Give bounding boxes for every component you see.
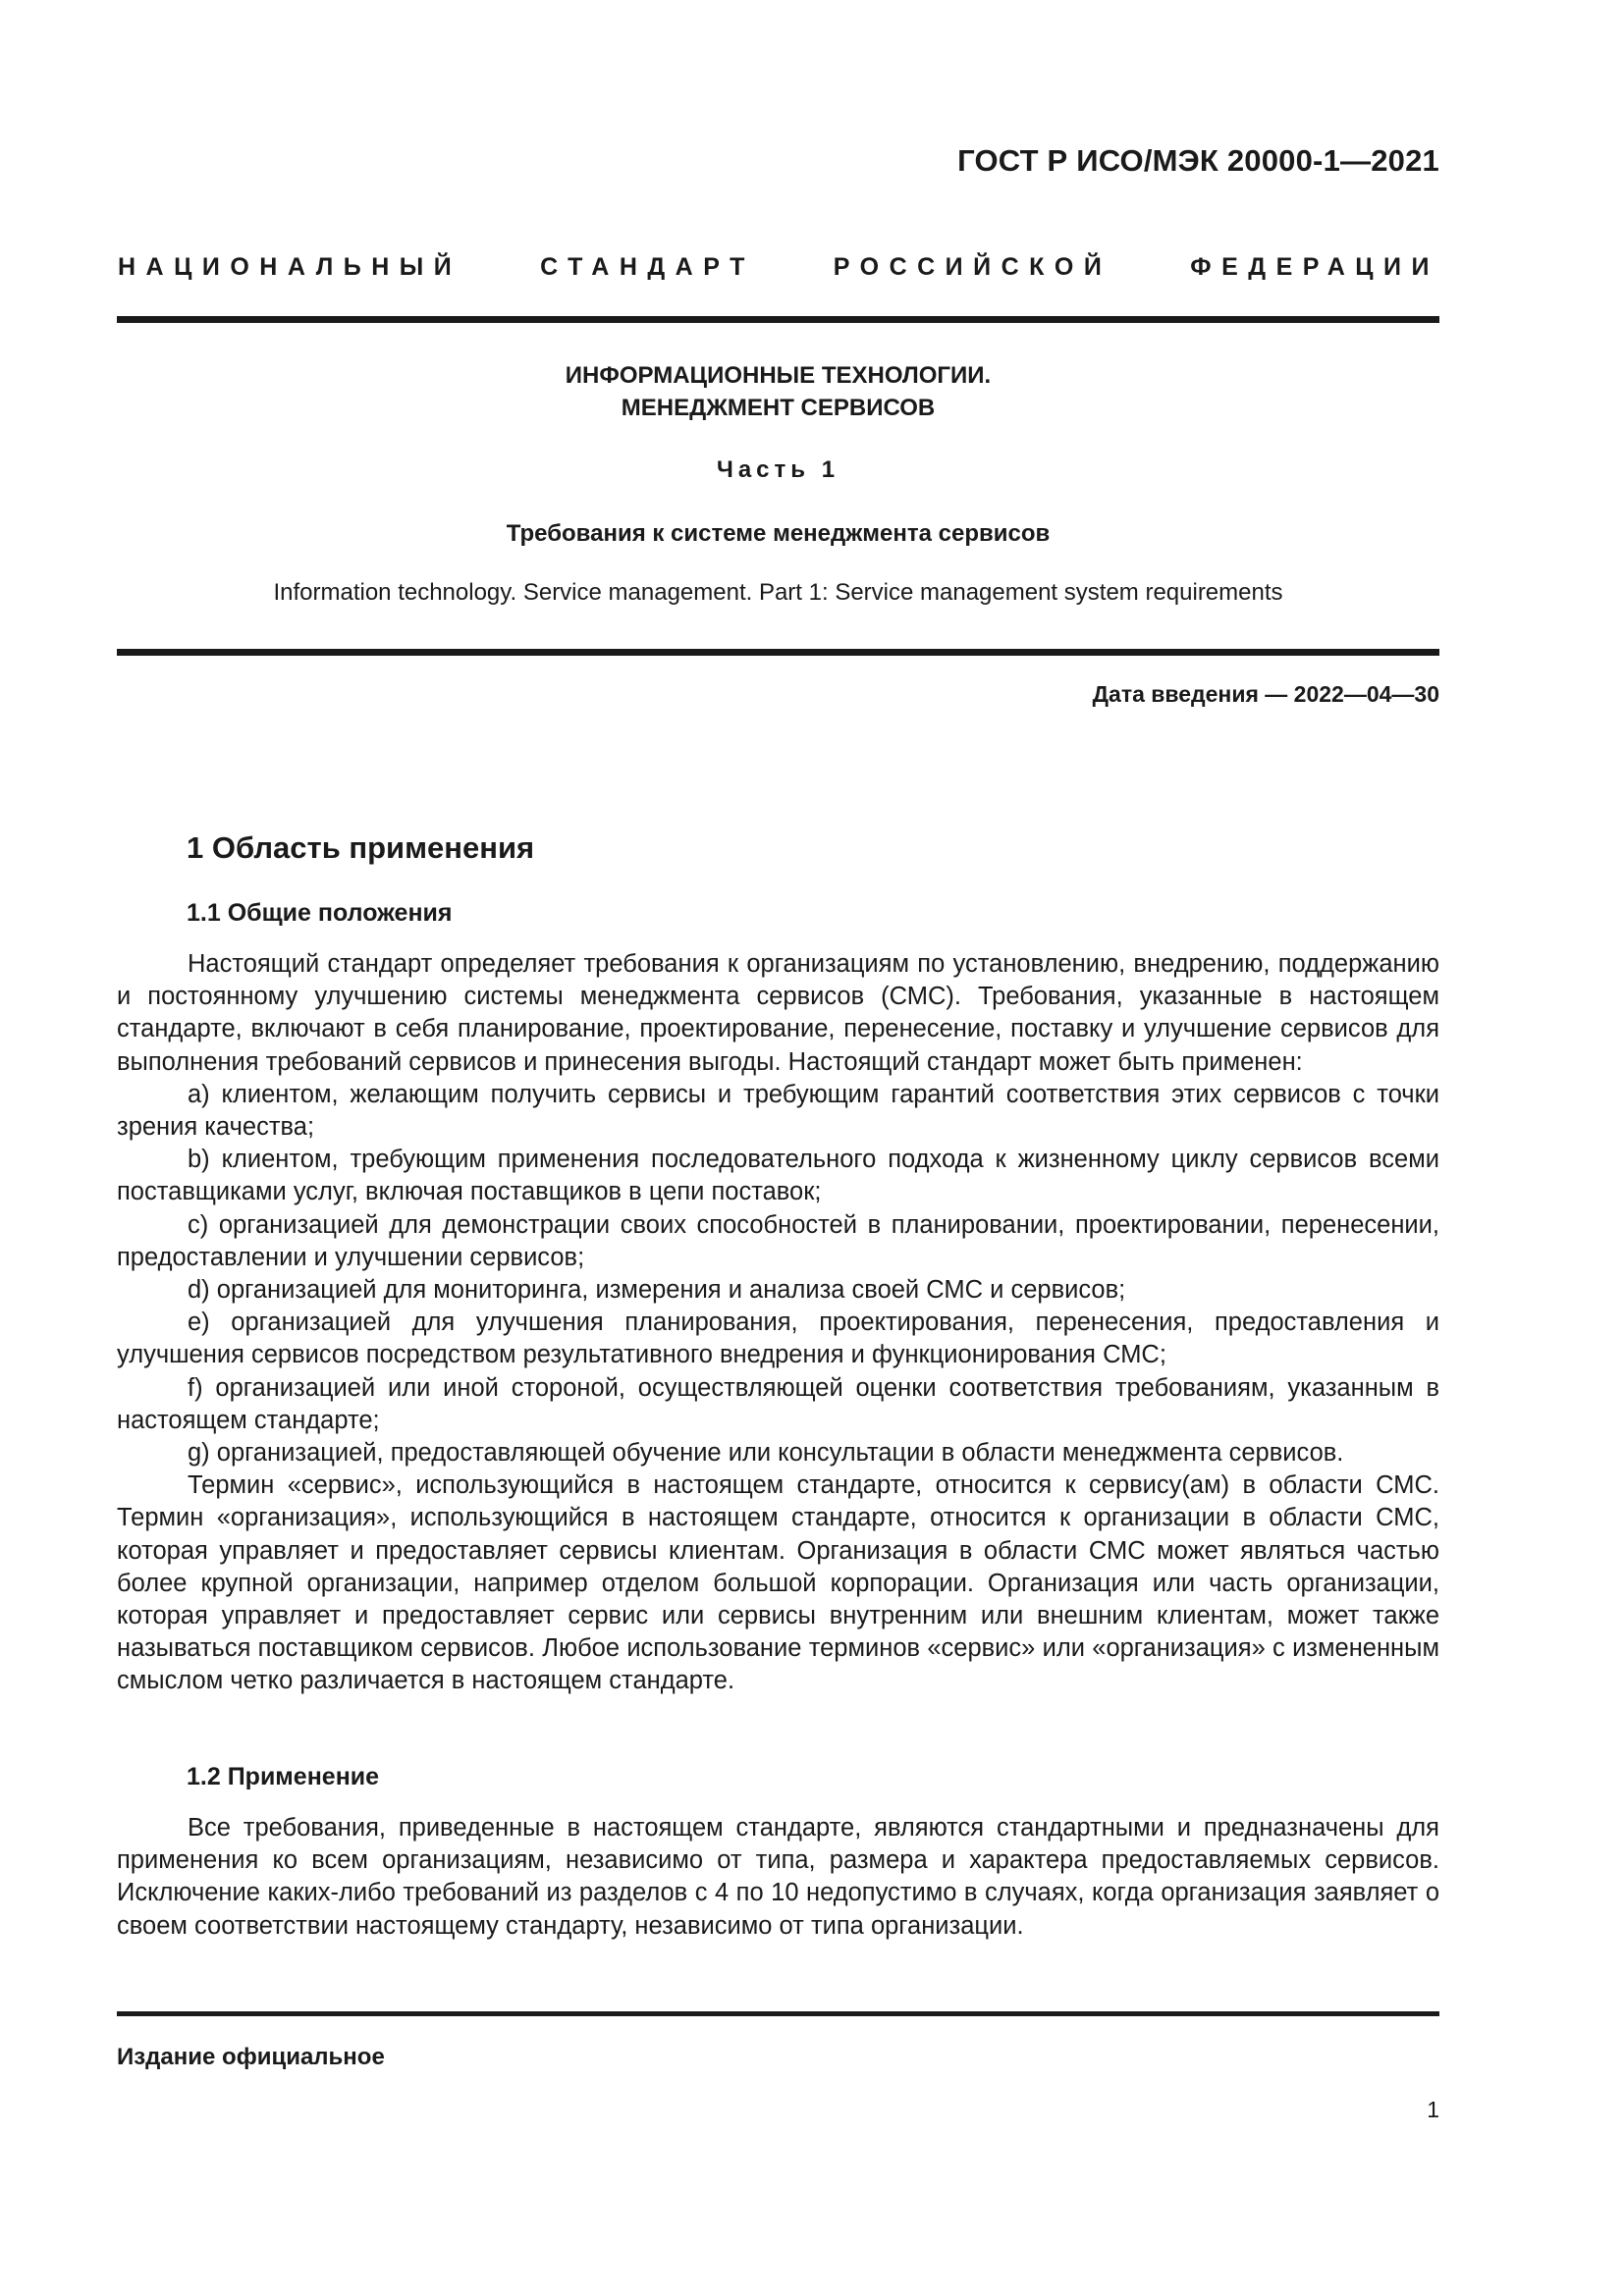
title-divider [117,649,1439,656]
section-1-heading: 1 Область применения [187,830,535,865]
list-item-e: e) организацией для улучшения планирования, проектирования, перенесения, предоставления и улучшения сервисов посредством результативного внедрения и функционирования СМС; [117,1308,1439,1369]
section-1-2-body [117,1812,1439,1943]
list-item-a: a) клиентом, желающим получить сервисы и требующим гарантий соответствия этих сервисов с точки зрения качества; [117,1080,1439,1142]
title-line-1: ИНФОРМАЦИОННЫЕ ТЕХНОЛОГИИ. [565,362,992,389]
section-1-1-body [117,948,1439,1698]
footer-divider [117,2011,1439,2016]
list-item-c: c) организацией для демонстрации своих способностей в планировании, проектировании, перенесении, предоставлении и улучшении сервисов; [117,1210,1439,1271]
national-standard-banner: НАЦИОНАЛЬНЫЙ СТАНДАРТ РОССИЙСКОЙ ФЕДЕРАЦИИ [118,253,1439,281]
standard-designation: ГОСТ Р ИСО/МЭК 20000-1—2021 [957,143,1439,178]
paragraph: Настоящий стандарт определяет требования к организациям по установлению, внедрению, поддержанию и постоянному улучшению системы менеджмента сервисов (СМС). Требования, указанные в настоящем стандарте, включают в себя планирование, проектирование, перенесение, поставку и улучшение сервисов для выполнения требований сервисов и принесения выгоды. Настоящий стандарт может быть применен: [117,950,1439,1076]
list-item-b: b) клиентом, требующим применения последовательного подхода к жизненному циклу сервисов всеми поставщиками услуг, включая поставщиков в цепи поставок; [117,1146,1439,1206]
paragraph: Все требования, приведенные в настоящем стандарте, являются стандартными и предназначены для применения ко всем организациям, независимо от типа, размера и характера предоставляемых сервисов. Исключение каких-либо требований из разделов с 4 по 10 недопустимо в случаях, когда организация заявляет о своем соответствии настоящему стандарту, независимо от типа организации. [117,1814,1439,1940]
english-title: Information technology. Service management. Part 1: Service management system requirements [273,579,1283,606]
list-item-f: f) организацией или иной стороной, осуществляющей оценки соответствия требованиям, указанным в настоящем стандарте; [117,1373,1439,1434]
paragraph: Термин «сервис», использующийся в настоящем стандарте, относится к сервису(ам) в области СМС. Термин «организация», использующийся в настоящем стандарте, относится к организации в области СМС, которая управляет и предоставляет сервисы клиентам. Организация в области СМС может являться частью более крупной организации, например отделом большой корпорации. Организация или часть организации, которая управляет и предоставляет сервис или сервисы внутренним или внешним клиентам, может также называться поставщиком сервисов. Любое использование терминов «сервис» или «организация» с измененным смыслом четко различается в настоящем стандарте. [117,1471,1439,1695]
section-1-2-heading: 1.2 Применение [187,1763,380,1790]
section-1-1-heading: 1.1 Общие положения [187,899,453,927]
document-title [117,359,1439,424]
official-edition-label: Издание официальное [117,2044,385,2070]
title-line-2: МЕНЕДЖМЕНТ СЕРВИСОВ [621,395,936,421]
introduction-date: Дата введения — 2022—04—30 [1092,681,1439,707]
list-item-d: d) организацией для мониторинга, измерения и анализа своей СМС и сервисов; [188,1276,1126,1305]
page-number: 1 [1427,2097,1439,2122]
list-item-g: g) организацией, предоставляющей обучение или консультации в области менеджмента сервисов. [188,1439,1344,1468]
document-subtitle: Требования к системе менеджмента сервисов [506,520,1051,547]
part-label: Часть 1 [716,456,840,483]
top-divider [117,316,1439,323]
